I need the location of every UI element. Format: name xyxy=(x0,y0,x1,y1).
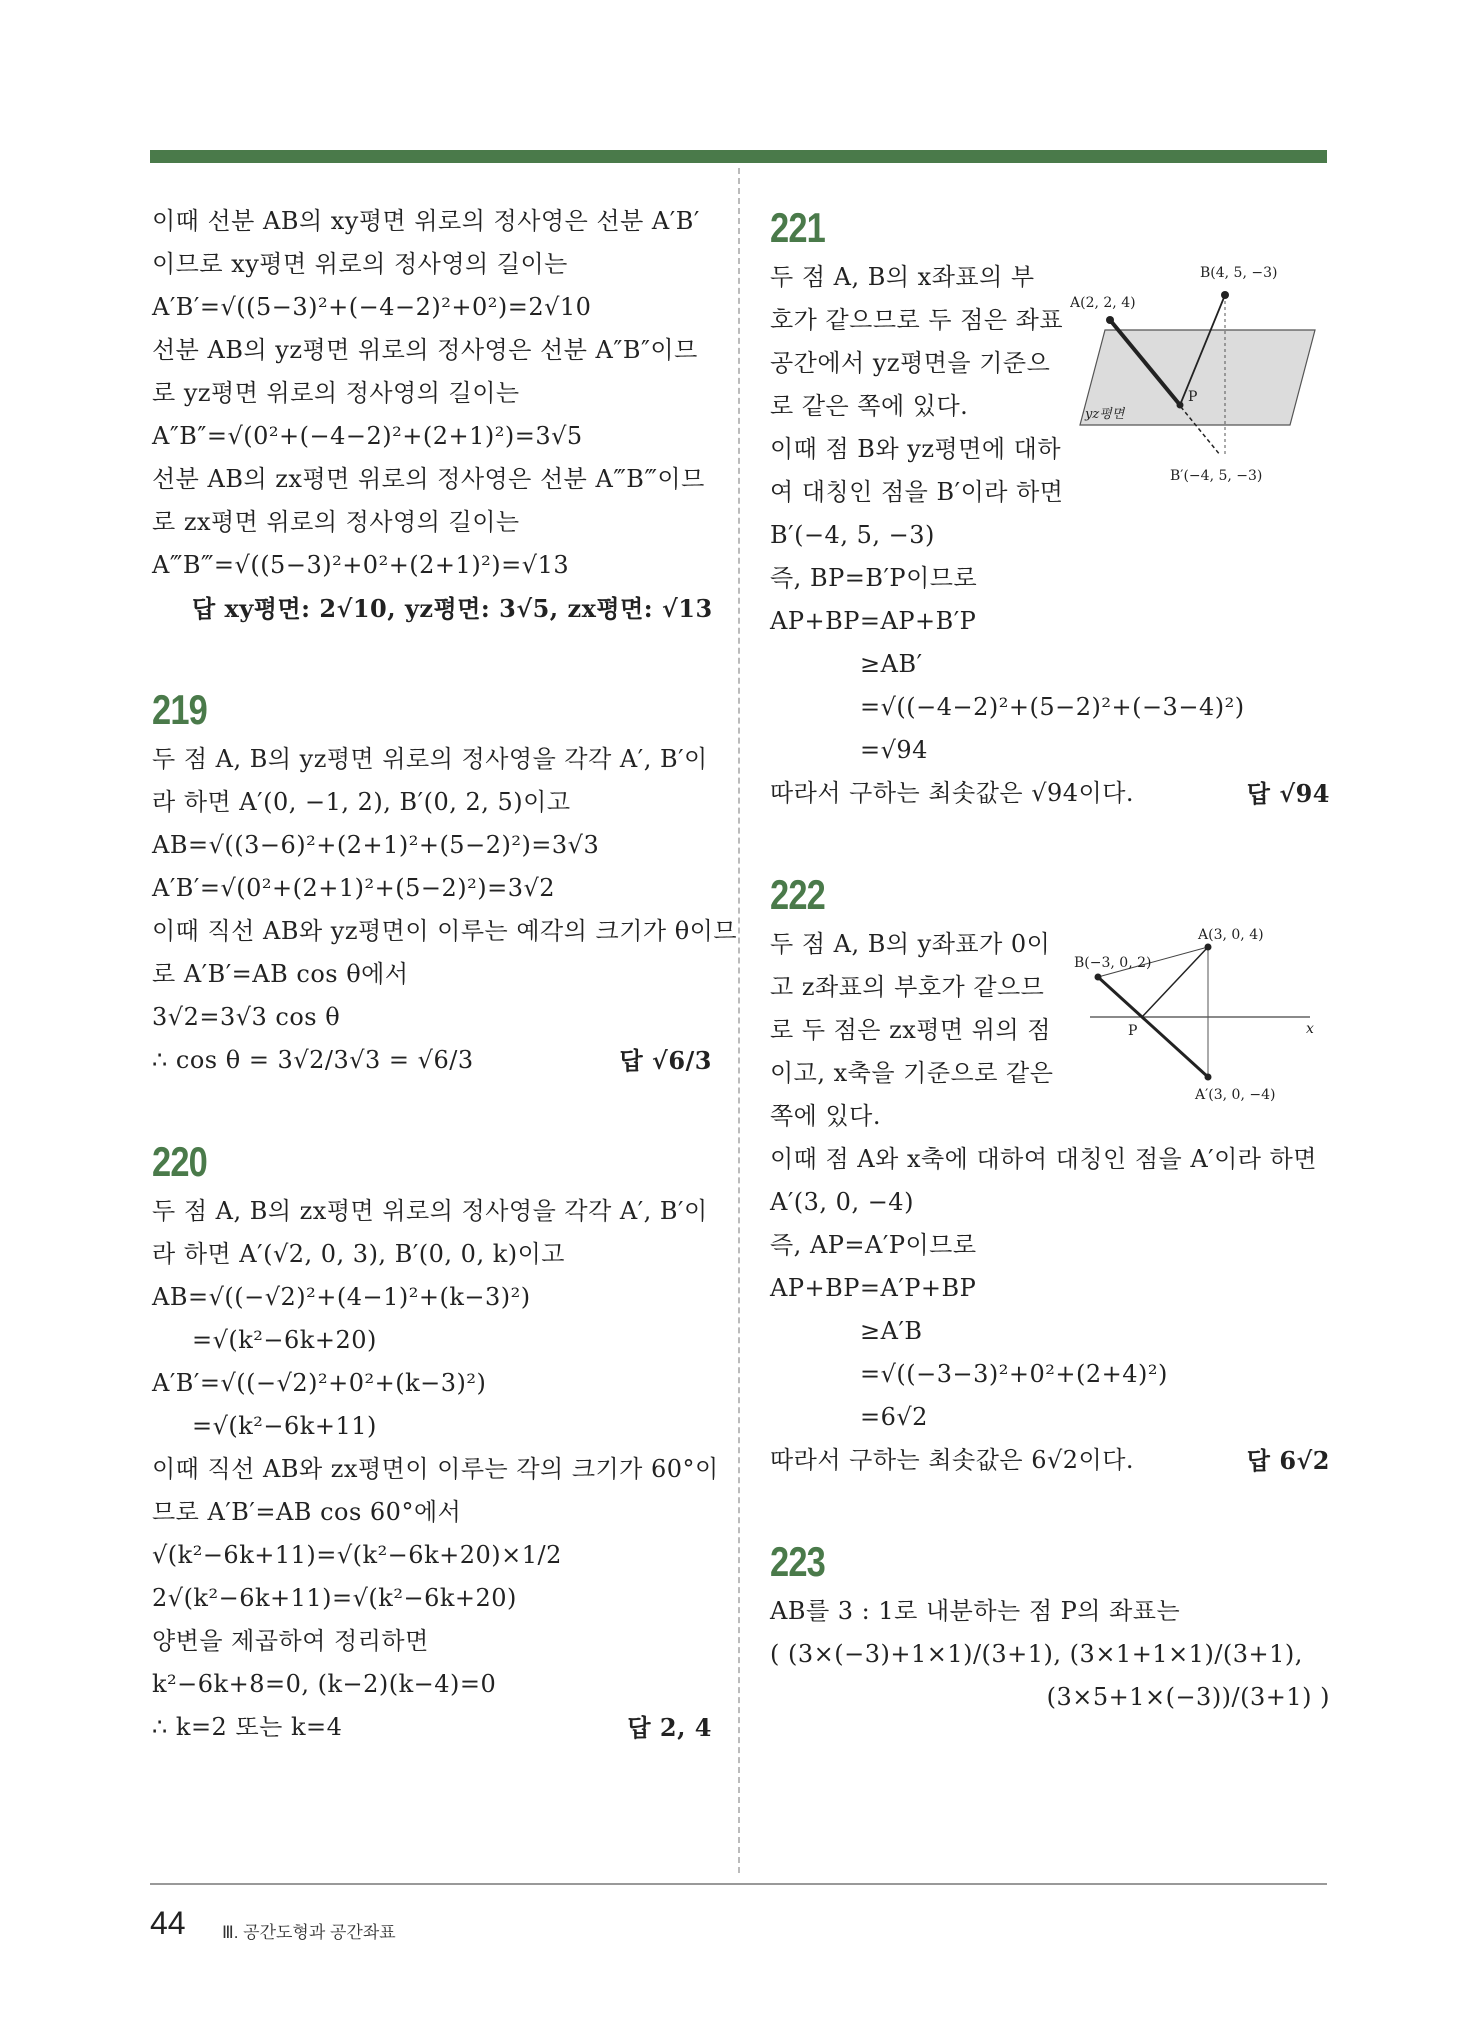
footer-rule xyxy=(150,1883,1327,1885)
text-line: 이때 선분 AB의 xy평면 위로의 정사영은 선분 A′B′ xyxy=(152,207,700,235)
equation-line: =√((−3−3)²+0²+(2+4)²) xyxy=(860,1360,1168,1388)
equation-line: 즉, AP=A′P이므로 xyxy=(770,1231,977,1259)
equation-line xyxy=(152,1039,712,1082)
text-line: 여 대칭인 점을 B′이라 하면 xyxy=(770,478,1064,506)
page-number: 44 xyxy=(150,1905,186,1941)
problem-number: 221 xyxy=(770,204,826,251)
text-line: 선분 AB의 zx평면 위로의 정사영은 선분 A‴B‴이므 xyxy=(152,465,705,493)
label-x: x xyxy=(1306,1021,1314,1037)
label-aprime: A′(3, 0, −4) xyxy=(1195,1087,1276,1103)
chapter-title: Ⅲ. 공간도형과 공간좌표 xyxy=(222,1923,396,1942)
text-line: 호가 같으므로 두 점은 좌표 xyxy=(770,306,1064,334)
text-line: 이고, x축을 기준으로 같은 xyxy=(770,1059,1054,1087)
equation-line: AP+BP=AP+B′P xyxy=(770,607,977,635)
problem-number: 219 xyxy=(152,686,208,733)
label-bprime: B′(−4, 5, −3) xyxy=(1170,468,1263,484)
conclusion-text: ∴ k=2 또는 k=4 xyxy=(152,1713,343,1741)
equation-line: =√((−4−2)²+(5−2)²+(−3−4)²) xyxy=(860,693,1245,721)
problem-222 xyxy=(770,867,1330,1482)
point-b xyxy=(1221,291,1229,299)
intro-block xyxy=(152,200,712,630)
equation-line: A‴B‴=√((5−3)²+0²+(2+1)²)=√13 xyxy=(152,551,570,579)
point-a xyxy=(1205,944,1212,951)
point-a xyxy=(1106,316,1114,324)
label-a: A(2, 2, 4) xyxy=(1070,295,1136,311)
equation-line: √(k²−6k+11)=√(k²−6k+20)×1/2 xyxy=(152,1541,562,1569)
text-line: 양변을 제곱하여 정리하면 xyxy=(152,1627,429,1655)
text-line: 라 하면 A′(√2, 0, 3), B′(0, 0, k)이고 xyxy=(152,1240,565,1268)
text-line: 두 점 A, B의 y좌표가 0이 xyxy=(770,930,1051,958)
column-divider xyxy=(738,168,740,1873)
conclusion-text: ∴ cos θ = 3√2/3√3 = √6/3 xyxy=(152,1046,474,1074)
answer: 답 √94 xyxy=(1246,779,1330,808)
problem-number: 222 xyxy=(770,871,826,918)
text-line: 이때 점 B와 yz평면에 대하 xyxy=(770,435,1062,463)
segment-p-a xyxy=(1142,947,1208,1017)
text-line: 공간에서 yz평면을 기준으 xyxy=(770,349,1051,377)
problem-number: 223 xyxy=(770,1538,826,1585)
conclusion-text: 따라서 구하는 최솟값은 6√2이다. xyxy=(770,1446,1135,1474)
problem-number: 220 xyxy=(152,1138,208,1185)
equation-line xyxy=(770,1439,1330,1482)
conclusion-text: 따라서 구하는 최솟값은 √94이다. xyxy=(770,779,1135,807)
equation-line: A′B′=√((5−3)²+(−4−2)²+0²)=2√10 xyxy=(152,293,592,321)
equation-line: AP+BP=A′P+BP xyxy=(770,1274,977,1302)
text-line: 로 A′B′=AB cos θ에서 xyxy=(152,960,409,988)
label-plane: yz평면 xyxy=(1085,407,1125,422)
equation-line: AB=√((−√2)²+(4−1)²+(k−3)²) xyxy=(152,1283,531,1311)
text-line: 므로 A′B′=AB cos 60°에서 xyxy=(152,1498,462,1526)
problem-223 xyxy=(770,1534,1330,1719)
equation-line: =√(k²−6k+11) xyxy=(192,1412,377,1440)
text-line: 선분 AB의 yz평면 위로의 정사영은 선분 A″B″이므 xyxy=(152,336,698,364)
text-line: 로 두 점은 zx평면 위의 점 xyxy=(770,1016,1051,1044)
equation-line: B′(−4, 5, −3) xyxy=(770,521,935,549)
text-line: 고 z좌표의 부호가 같으므 xyxy=(770,973,1045,1001)
problem-220 xyxy=(152,1134,719,1749)
equation-line: 3√2=3√3 cos θ xyxy=(152,1003,341,1031)
text-line: 이때 직선 AB와 yz평면이 이루는 예각의 크기가 θ이므 xyxy=(152,917,738,945)
equation-line: =6√2 xyxy=(860,1403,928,1431)
equation-line: =√94 xyxy=(860,736,928,764)
label-a: A(3, 0, 4) xyxy=(1198,927,1264,943)
label-b: B(4, 5, −3) xyxy=(1200,265,1278,281)
text-line: 로 yz평면 위로의 정사영의 길이는 xyxy=(152,379,520,407)
answer: 답 2, 4 xyxy=(627,1713,712,1742)
equation-line: A′B′=√(0²+(2+1)²+(5−2)²)=3√2 xyxy=(152,874,556,902)
figure-221-label-bprime xyxy=(1170,462,1330,486)
text-line: 이므로 xy평면 위로의 정사영의 길이는 xyxy=(152,250,568,278)
equation-line: 2√(k²−6k+11)=√(k²−6k+20) xyxy=(152,1584,517,1612)
equation-line xyxy=(152,1706,712,1749)
text-line: AB를 3 : 1로 내분하는 점 P의 좌표는 xyxy=(770,1597,1181,1625)
text-line: 이때 점 A와 x축에 대하여 대칭인 점을 A′이라 하면 xyxy=(770,1145,1317,1173)
left-column xyxy=(152,200,738,1749)
text-line: 두 점 A, B의 x좌표의 부 xyxy=(770,263,1035,291)
equation-line xyxy=(770,772,1330,815)
answer: 답 √6/3 xyxy=(619,1046,712,1075)
equation-line: A″B″=√(0²+(−4−2)²+(2+1)²)=3√5 xyxy=(152,422,583,450)
figure-222-diagram xyxy=(1070,917,1330,1117)
equation-line: AB=√((3−6)²+(2+1)²+(5−2)²)=3√3 xyxy=(152,831,600,859)
equation-line: ≥AB′ xyxy=(860,650,923,678)
point-b xyxy=(1095,974,1102,981)
text-line: 두 점 A, B의 zx평면 위로의 정사영을 각각 A′, B′이 xyxy=(152,1197,708,1225)
label-b: B(−3, 0, 2) xyxy=(1074,955,1152,971)
text-line: 라 하면 A′(0, −1, 2), B′(0, 2, 5)이고 xyxy=(152,788,571,816)
point-p xyxy=(1177,402,1184,409)
segment-b-aprime xyxy=(1098,977,1208,1077)
header-accent-bar xyxy=(150,150,1327,163)
equation-line: ( (3×(−3)+1×1)/(3+1), (3×1+1×1)/(3+1), xyxy=(770,1640,1303,1668)
equation-line: 즉, BP=B′P이므로 xyxy=(770,564,978,592)
equation-line: k²−6k+8=0, (k−2)(k−4)=0 xyxy=(152,1670,497,1698)
text-line: 두 점 A, B의 yz평면 위로의 정사영을 각각 A′, B′이 xyxy=(152,745,708,773)
equation-line: =√(k²−6k+20) xyxy=(192,1326,377,1354)
equation-line: A′(3, 0, −4) xyxy=(770,1188,914,1216)
problem-219 xyxy=(152,682,738,1082)
answer: 답 xy평면: 2√10, yz평면: 3√5, zx평면: √13 xyxy=(192,594,713,623)
equation-line: ≥A′B xyxy=(860,1317,923,1345)
text-line: 이때 직선 AB와 zx평면이 이루는 각의 크기가 60°이 xyxy=(152,1455,719,1483)
figure-221-diagram xyxy=(1070,255,1330,455)
answer: 답 6√2 xyxy=(1246,1446,1330,1475)
label-p: P xyxy=(1188,389,1198,405)
right-column xyxy=(770,200,1330,1719)
label-p: P xyxy=(1128,1023,1138,1039)
text-line: 쪽에 있다. xyxy=(770,1102,881,1130)
text-line: 로 같은 쪽에 있다. xyxy=(770,392,969,420)
equation-line: A′B′=√((−√2)²+0²+(k−3)²) xyxy=(152,1369,487,1397)
text-line: 로 zx평면 위로의 정사영의 길이는 xyxy=(152,508,520,536)
equation-line: (3×5+1×(−3))/(3+1) ) xyxy=(1046,1683,1330,1711)
point-aprime xyxy=(1205,1074,1212,1081)
problem-221 xyxy=(770,200,1330,815)
